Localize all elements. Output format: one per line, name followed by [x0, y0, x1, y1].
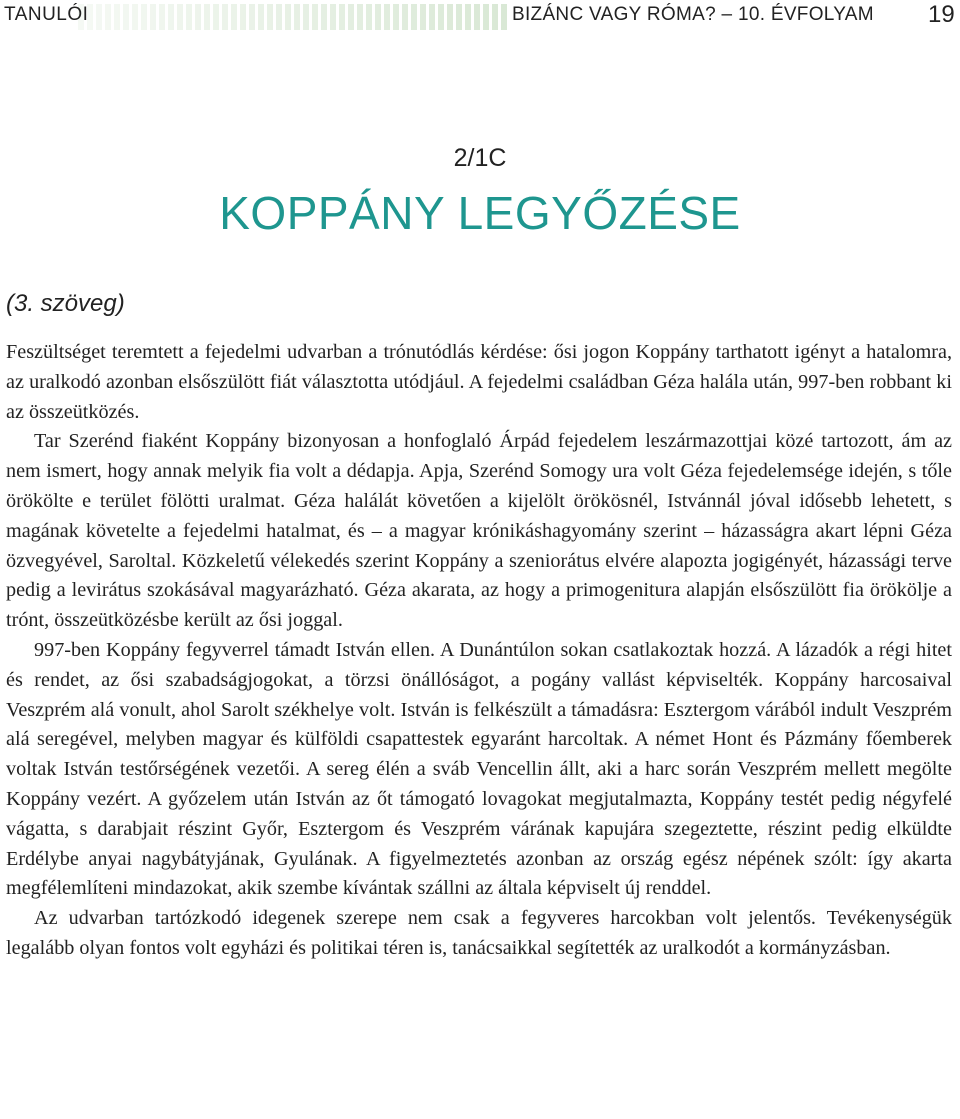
page-number: 19: [928, 1, 955, 28]
document-subtitle: (3. szöveg): [6, 290, 125, 317]
page-header: [0, 0, 960, 36]
header-section-label: TANULÓI: [4, 4, 89, 25]
paragraph-4: Az udvarban tartózkodó idegenek szerepe nem csak a fegyveres harcokban volt jelentős. Tevékenységük legalább olyan fontos volt egyházi és politikai téren is, tanácsaikkal segítették az uralkodót a kormányzásban.: [6, 907, 952, 959]
paragraph-3: 997-ben Koppány fegyverrel támadt István ellen. A Dunántúlon sokan csatlakoztak hozzá. A lázadók a régi hitet és rendet, az ősi szabadságjogokat, a törzsi önállóságot, a pogány vallást képviselték. Koppány harcosaival Veszprém alá vonult, ahol Sarolt székhelye volt. István is felkészült a támadásra: Esztergom várából indult Veszprém alá seregével, melyben magyar és külföldi csapattestek egyaránt harcoltak. A német Hont és Pázmány főemberek voltak István testőrségének vezetői. A sereg élén a sváb Vencellin állt, aki a harc során Veszprém mellett megölte Koppány vezért. A győzelem után István az őt támogató lovagokat megjutalmazta, Koppány testét pedig négyfelé vágatta, s darabjait részint Győr, Esztergom és Veszprém várának kapujára szegeztette, részint pedig elküldte Erdélybe anyai nagybátyjának, Gyulának. A figyelmeztetés azonban az ország egész népének szólt: így akarta megfélemlíteni mindazokat, akik szembe kívántak szállni az általa képviselt új renddel.: [6, 638, 952, 900]
paragraph-2: Tar Szerénd fiaként Koppány bizonyosan a honfoglaló Árpád fejedelem leszármazottjai közé tartozott, ám az nem ismert, hogy annak melyik fia volt a dédapja. Apja, Szerénd Somogy ura volt Géza fejedelemsége idején, s tőle örökölte e terület fölötti uralmat. Géza halálát követően a kijelölt örökösnél, Istvánnál jóval idősebb lehetett, s magának követelte a fejedelmi hatalmat, és – a magyar krónikáshagyomány szerint – házasságra akart lépni Géza özvegyével, Saroltal. Közkeletű vélekedés szerint Koppány a szeniorátus elvére alapozta jogigényét, házassági terve pedig a levirátus szokásával magyarázható. Géza akarata, az hogy a primogenitura alapján elsőszülött fia örökölje a trónt, összeütközésbe került az ősi joggal.: [6, 430, 952, 632]
document-code: 2/1C: [453, 144, 507, 172]
header-book-title: BIZÁNC VAGY RÓMA? – 10. ÉVFOLYAM: [512, 4, 874, 25]
text-body: [6, 338, 952, 964]
paragraph-1: Feszültséget teremtett a fejedelmi udvarban a trónutódlás kérdése: ősi jogon Koppány tarthatott igényt a hatalomra, az uralkodó azonban elsőszülött fiát választotta utódjául. A fejedelmi családban Géza halála után, 997-ben robbant ki az összeütközés.: [6, 341, 952, 423]
document-title: KOPPÁNY LEGYŐZÉSE: [219, 187, 741, 239]
header-decorative-bar: [78, 4, 508, 30]
